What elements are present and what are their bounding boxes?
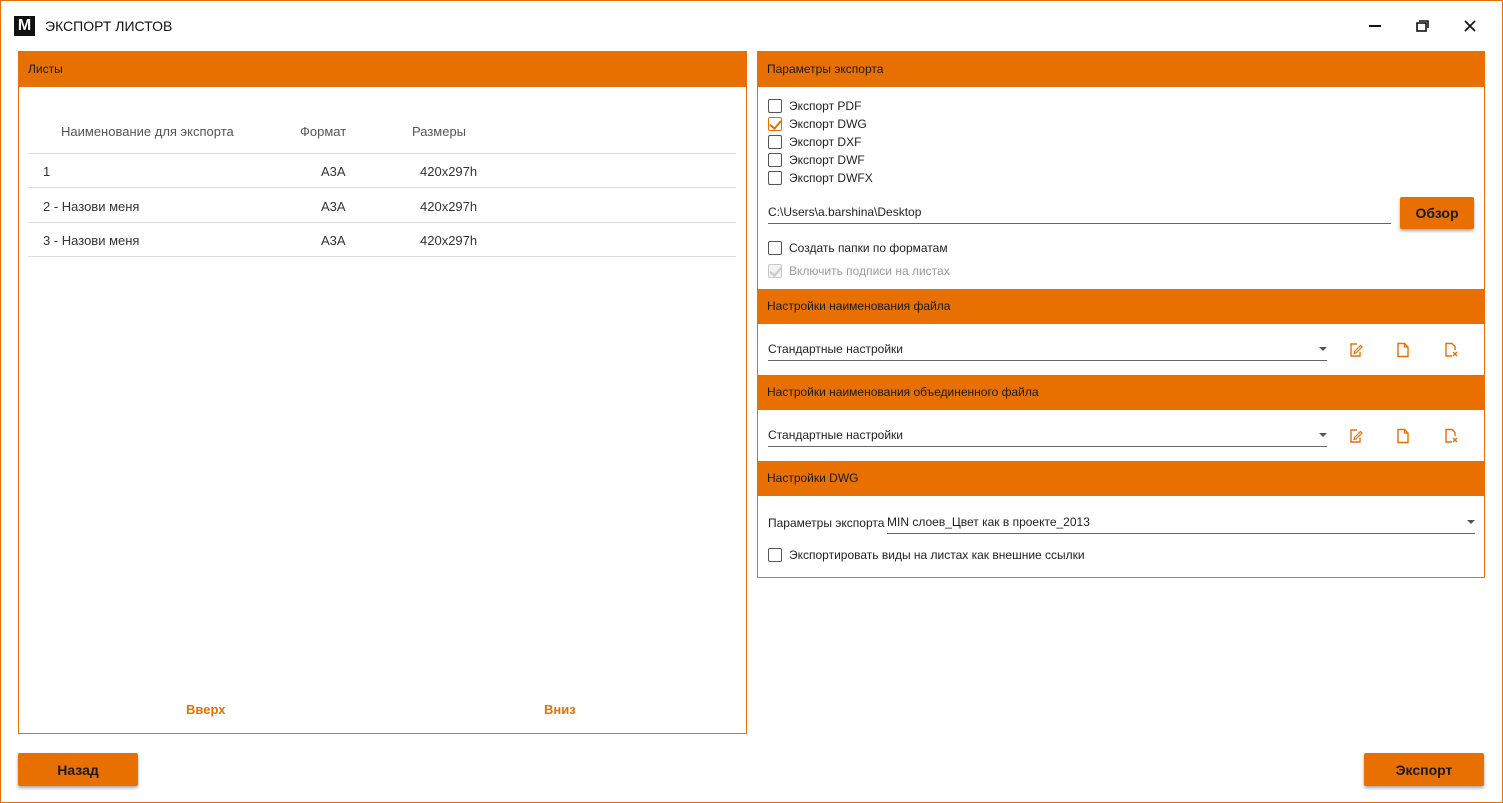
include-signatures-checkbox (768, 262, 950, 280)
checkbox-label: Экспорт PDF (789, 99, 862, 113)
back-button[interactable]: Назад (18, 753, 138, 786)
merged-naming-selected: Стандартные настройки (768, 428, 903, 442)
dwg-settings-header: Настройки DWG (758, 461, 1484, 496)
export-pdf-checkbox[interactable] (768, 97, 861, 115)
chevron-down-icon (1319, 433, 1327, 437)
move-up-button[interactable]: Вверх (186, 702, 226, 717)
cell-size: 420x297h (420, 199, 478, 214)
checkbox-box[interactable] (768, 135, 782, 149)
checkbox-label: Экспортировать виды на листах как внешние ссылки (789, 548, 1085, 562)
move-down-button[interactable]: Вниз (544, 702, 576, 717)
edit-naming-button[interactable] (1346, 340, 1366, 360)
export-button[interactable]: Экспорт (1364, 753, 1484, 786)
export-path-input[interactable]: C:\Users\a.barshina\Desktop (768, 202, 1391, 224)
delete-naming-button[interactable] (1441, 340, 1461, 360)
cell-name: 3 - Назови меня (43, 233, 140, 248)
minimize-icon (1369, 20, 1381, 32)
export-dwfx-checkbox[interactable] (768, 169, 873, 187)
edit-file-icon (1348, 428, 1364, 444)
dwg-params-label: Параметры экспорта (768, 516, 885, 530)
export-dxf-checkbox[interactable] (768, 133, 861, 151)
dwg-params-selected: MIN слоев_Цвет как в проекте_2013 (887, 515, 1090, 529)
dwg-params-select[interactable] (887, 512, 1475, 534)
cell-format: А3А (321, 233, 346, 248)
merged-naming-select[interactable] (768, 425, 1327, 447)
cell-size: 420x297h (420, 233, 478, 248)
browse-button[interactable]: Обзор (1400, 197, 1474, 229)
file-naming-header: Настройки наименования файла (758, 289, 1484, 324)
column-header-size[interactable]: Размеры (412, 124, 467, 139)
minimize-button[interactable] (1360, 13, 1390, 39)
sheets-panel-header: Листы (19, 52, 746, 87)
checkbox-box (768, 264, 782, 278)
export-xref-checkbox[interactable] (768, 546, 1085, 564)
table-row[interactable] (28, 223, 736, 257)
checkbox-label: Создать папки по форматам (789, 241, 948, 255)
cell-format: А3А (321, 164, 346, 179)
merged-naming-header: Настройки наименования объединенного файла (758, 375, 1484, 410)
checkbox-box[interactable] (768, 153, 782, 167)
file-naming-select[interactable] (768, 339, 1327, 361)
checkbox-label: Экспорт DXF (789, 135, 862, 149)
restore-icon (1416, 20, 1429, 32)
column-header-name[interactable]: Наименование для экспорта (61, 124, 234, 139)
new-naming-button[interactable] (1393, 340, 1413, 360)
sheets-panel (18, 51, 747, 734)
checkbox-box[interactable] (768, 117, 782, 131)
window-title: ЭКСПОРТ ЛИСТОВ (45, 18, 173, 34)
edit-merged-naming-button[interactable] (1346, 426, 1366, 446)
chevron-down-icon (1319, 347, 1327, 351)
sheets-table-header (28, 112, 736, 154)
checkbox-box[interactable] (768, 171, 782, 185)
file-naming-selected: Стандартные настройки (768, 342, 903, 356)
title-bar (1, 1, 1502, 49)
export-params-header: Параметры экспорта (758, 52, 1484, 87)
export-dwg-checkbox[interactable] (768, 115, 867, 133)
checkbox-label: Экспорт DWFX (789, 171, 873, 185)
new-merged-naming-button[interactable] (1393, 426, 1413, 446)
checkbox-label: Экспорт DWF (789, 153, 865, 167)
checkbox-label: Включить подписи на листах (789, 264, 950, 278)
checkbox-box[interactable] (768, 548, 782, 562)
create-folders-checkbox[interactable] (768, 239, 948, 257)
table-row[interactable] (28, 154, 736, 188)
column-header-format[interactable]: Формат (300, 124, 347, 139)
cell-format: А3А (321, 199, 346, 214)
close-button[interactable] (1455, 13, 1485, 39)
checkbox-label: Экспорт DWG (789, 117, 867, 131)
new-file-icon (1395, 342, 1411, 358)
app-logo: M (14, 16, 35, 36)
chevron-down-icon (1467, 520, 1475, 524)
checkbox-box[interactable] (768, 99, 782, 113)
delete-file-icon (1443, 428, 1459, 444)
delete-file-icon (1443, 342, 1459, 358)
edit-file-icon (1348, 342, 1364, 358)
close-icon (1464, 20, 1476, 32)
cell-size: 420x297h (420, 164, 478, 179)
new-file-icon (1395, 428, 1411, 444)
checkbox-box[interactable] (768, 241, 782, 255)
table-row[interactable] (28, 189, 736, 223)
export-settings-panel (757, 51, 1485, 578)
export-dwf-checkbox[interactable] (768, 151, 865, 169)
maximize-button[interactable] (1407, 13, 1437, 39)
cell-name: 1 (43, 164, 51, 179)
delete-merged-naming-button[interactable] (1441, 426, 1461, 446)
cell-name: 2 - Назови меня (43, 199, 140, 214)
